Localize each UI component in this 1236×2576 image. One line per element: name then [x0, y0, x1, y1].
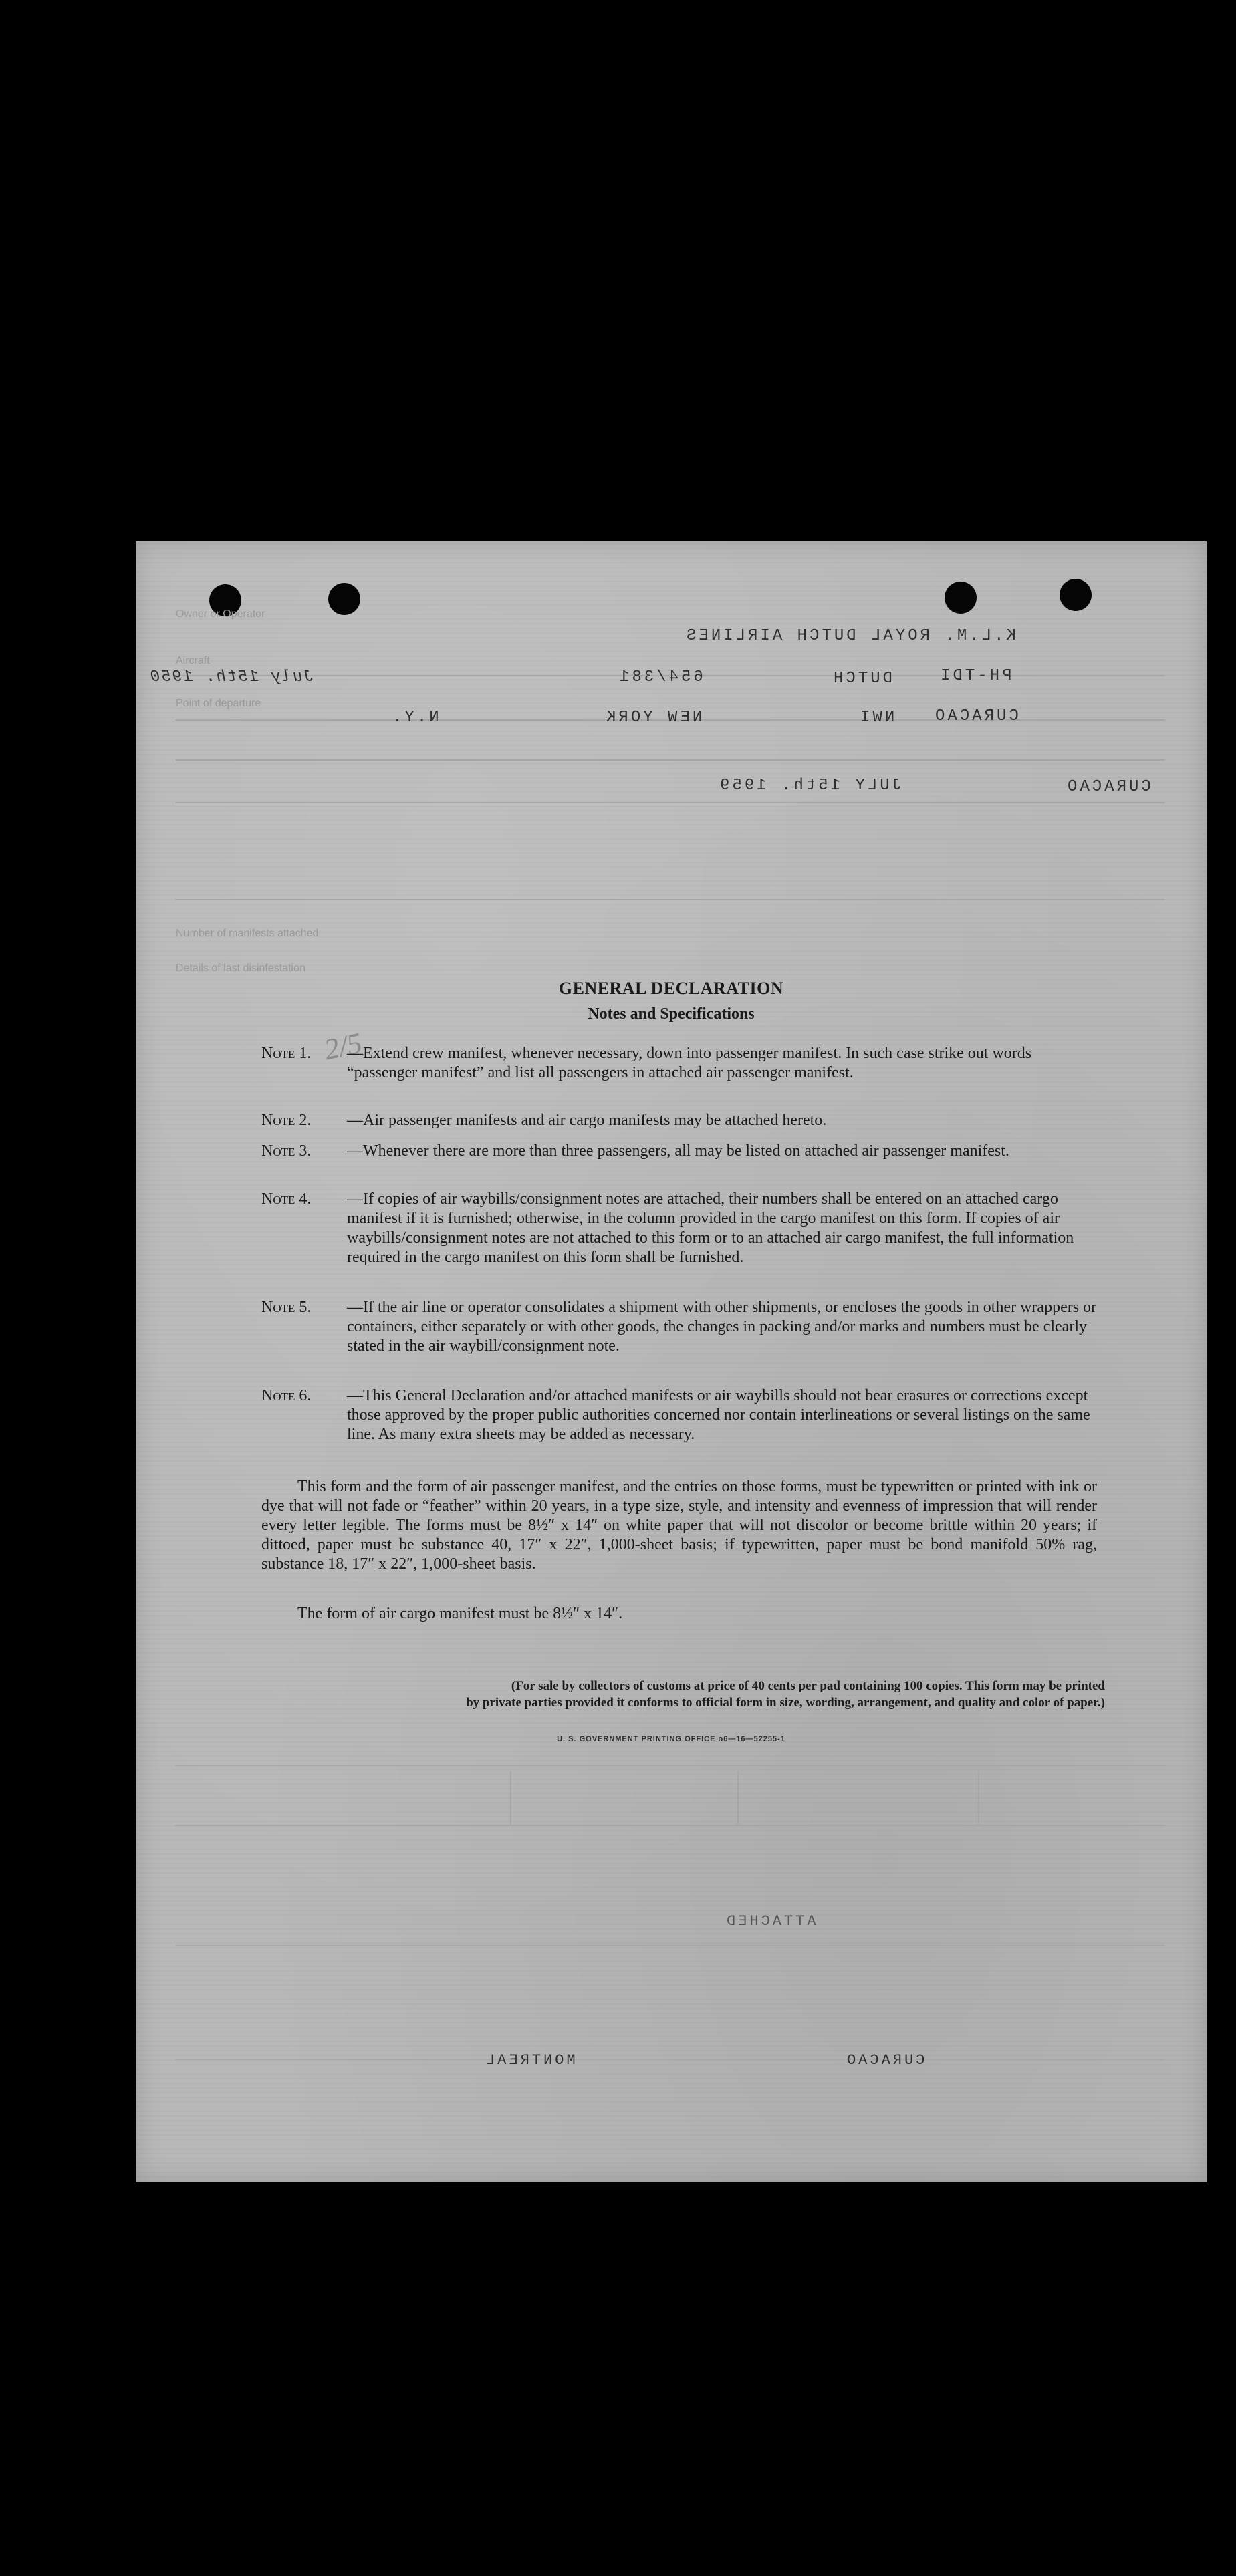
document-sheet	[136, 541, 1207, 2182]
ghost-rule	[510, 1771, 511, 1825]
bleed-operator: K.L.M. ROYAL DUTCH AIRLINES	[684, 627, 1016, 645]
spec-text: This form and the form of air passenger manifest, and the entries on those forms, must be typewritten or printed with ink or dye that will not fade or “feather” within 20 years, in a type size, style, and intensity and evenness of impression that will render every letter legible. The forms must be 8½″ x 14″ on white paper that will not discolor or become brittle within 20 years; if dittoed, paper must be substance 40, 17″ x 22″, 1,000-sheet basis; if typewritten, paper must be bond manifold 50% rag, substance 18, 17″ x 22″, 1,000-sheet basis.	[261, 1478, 1097, 1573]
note-text: —Extend crew manifest, whenever necessary, down into passenger manifest. In such case strike out words “passenger manifest” and list all passengers in attached air passenger manifest.	[347, 1045, 1032, 1081]
bleed-route-from: CURACAO	[1065, 778, 1151, 796]
ghost-rule	[176, 759, 1165, 761]
note-text: —Air passenger manifests and air cargo manifests may be attached hereto.	[347, 1112, 827, 1129]
note-label: Note 6.	[261, 1387, 312, 1404]
note-5	[261, 1298, 1097, 1356]
sale-notice-line2: by private parties provided it conforms to official form in size, wording, arrangement, and quality and color of paper.)	[466, 1696, 1105, 1710]
note-text: —This General Declaration and/or attached manifests or air waybills should not bear erasures or corrections except those approved by the proper public authorities concerned nor contain interlineations or several listings on the same line. As many extra sheets may be added as necessary.	[347, 1387, 1090, 1443]
note-label: Note 4.	[261, 1190, 312, 1208]
page-subtitle: Notes and Specifications	[588, 1005, 755, 1023]
ghost-rule	[176, 802, 1165, 803]
ghost-rule	[176, 899, 1165, 900]
bleed-marks: PH-TDI	[938, 667, 1012, 685]
bleed-montreal: MONTREAL	[483, 2052, 576, 2069]
cargo-size-text: The form of air cargo manifest must be 8½″ x 14″.	[297, 1605, 623, 1622]
ghost-rule	[176, 1765, 1165, 1766]
note-label: Note 2.	[261, 1112, 312, 1129]
bleed-attached: ATTACHED	[724, 1913, 816, 1930]
ghost-rule	[176, 2059, 1165, 2060]
punch-hole	[945, 582, 977, 614]
bleed-to-city: NEW YORK	[604, 709, 703, 727]
bleed-to-state: N.Y.	[390, 709, 439, 727]
ghost-rule	[737, 1771, 739, 1825]
note-text: —If copies of air waybills/consignment notes are attached, their numbers shall be entered on an attached cargo manifest if it is furnished; otherwise, in the column provided in the cargo manifest on this form. If copies of air waybills/consignment notes are not attached to this form or to an attached air cargo manifest, the full information required in the cargo manifest on this form shall be furnished.	[347, 1190, 1074, 1266]
handwritten-note: 2/5	[321, 1026, 365, 1067]
note-2	[261, 1111, 1097, 1130]
note-6	[261, 1386, 1097, 1444]
note-3	[261, 1142, 1097, 1161]
bleed-from: CURACAO	[933, 707, 1019, 725]
cargo-manifest-size	[261, 1604, 1097, 1624]
ghost-rule	[978, 1771, 979, 1825]
bleed-nationality: DUTCH	[831, 670, 893, 688]
punch-hole	[1060, 579, 1092, 611]
bleed-route-date: JULY 15th. 1959	[717, 777, 902, 795]
note-text: —Whenever there are more than three passengers, all may be listed on attached air passenger manifest.	[347, 1142, 1009, 1160]
sale-notice-line1: (For sale by collectors of customs at price of 40 cents per pad containing 100 copies. This form may be printed	[511, 1679, 1105, 1693]
gpo-imprint: U. S. GOVERNMENT PRINTING OFFICE o6—16—52255-1	[557, 1735, 785, 1743]
bleed-flight: 654/381	[617, 668, 703, 686]
punch-hole	[328, 583, 360, 615]
ghost-rule	[176, 1945, 1165, 1946]
note-label: Note 5.	[261, 1299, 312, 1316]
note-label: Note 3.	[261, 1142, 312, 1160]
note-4	[261, 1190, 1097, 1267]
ghost-label: Details of last disinfestation	[176, 962, 305, 974]
bleed-date: July 15th. 1950	[149, 668, 314, 686]
bleed-country: NWI	[858, 709, 895, 727]
ghost-label: Aircraft	[176, 655, 210, 666]
ghost-label: Number of manifests attached	[176, 928, 319, 939]
sale-notice	[243, 1678, 1105, 1711]
ghost-label: Point of departure	[176, 698, 261, 709]
ghost-rule	[176, 1825, 1165, 1826]
note-text: —If the air line or operator consolidates a shipment with other shipments, or encloses the goods in other wrappers or containers, either separately or with other goods, the changes in packing and/or marks and numbers must be clearly stated in the air waybill/consignment note.	[347, 1299, 1097, 1355]
note-label: Note 1.	[261, 1045, 312, 1062]
note-1	[261, 1044, 1097, 1083]
page-title: GENERAL DECLARATION	[558, 979, 784, 998]
ghost-label: Owner or Operator	[176, 608, 265, 620]
specification-paragraph	[261, 1477, 1097, 1574]
bleed-curacao: CURACAO	[844, 2052, 925, 2069]
